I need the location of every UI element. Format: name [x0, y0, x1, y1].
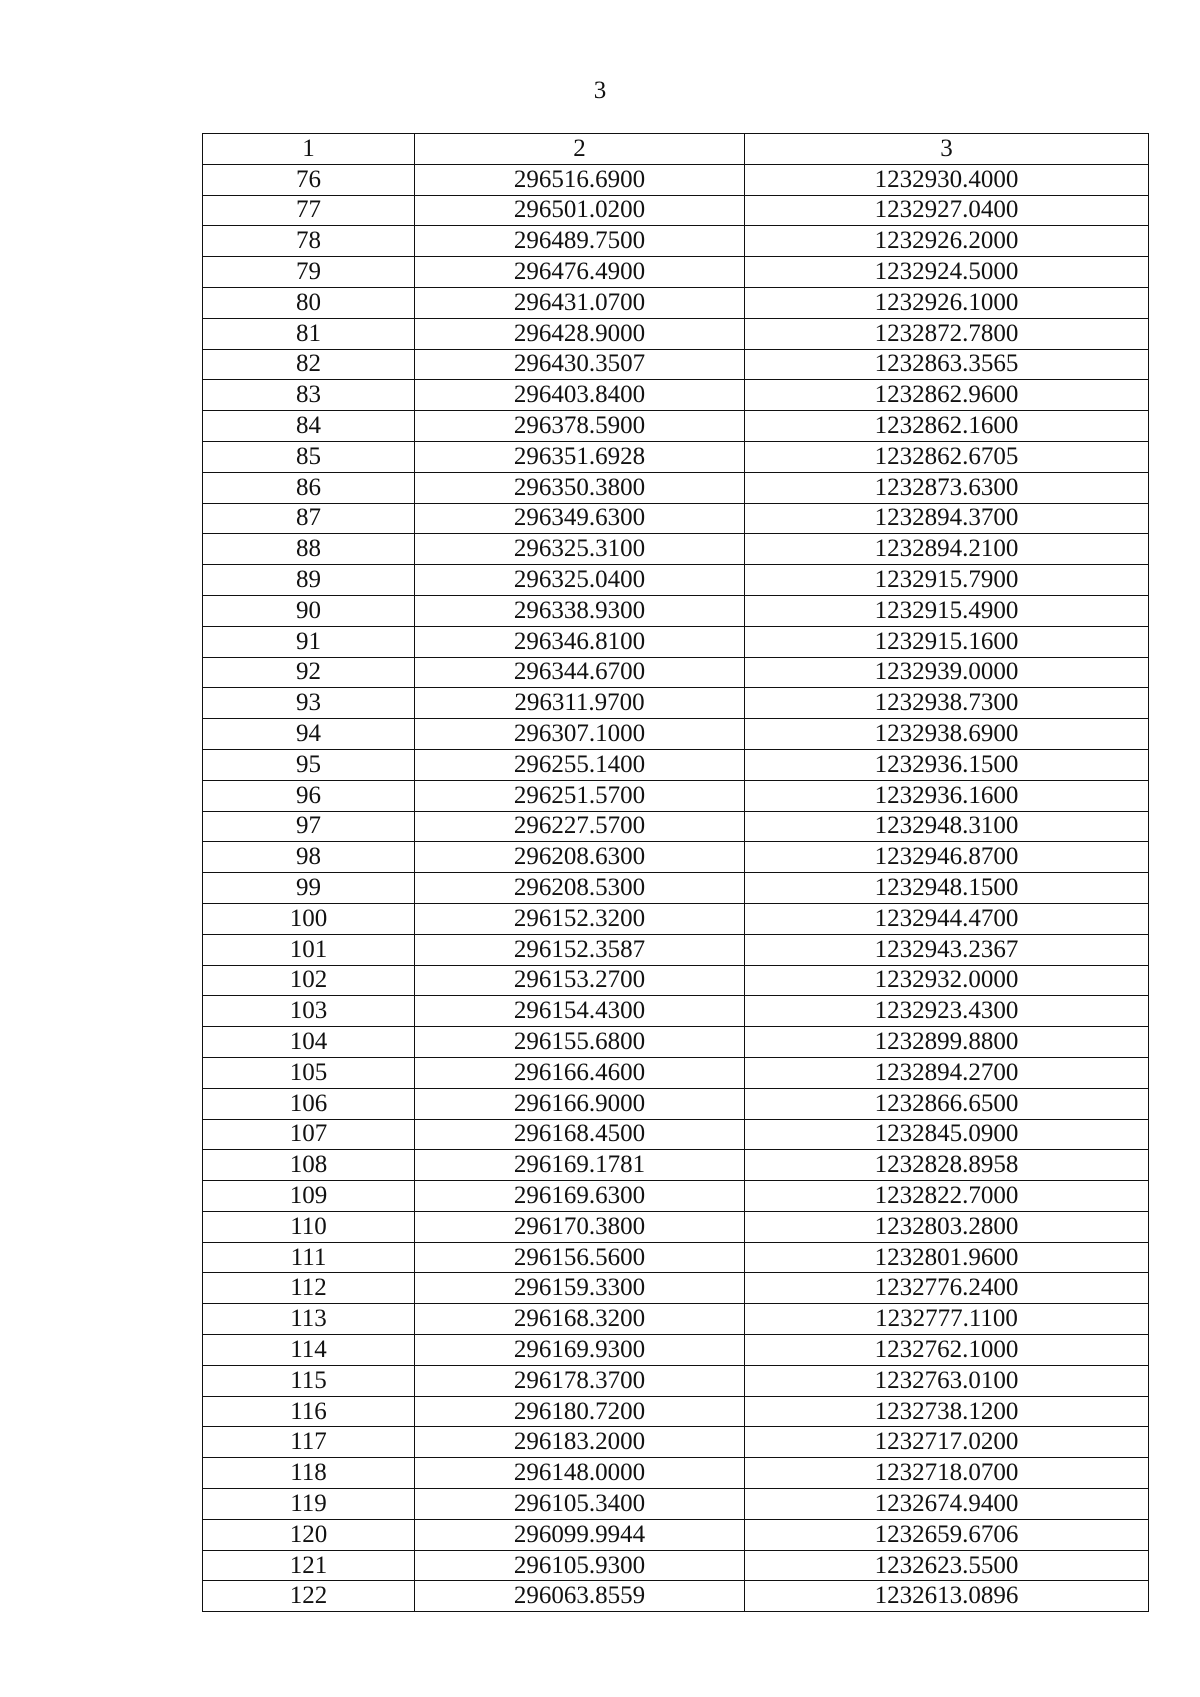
cell-x-coordinate: 296168.4500: [415, 1119, 745, 1150]
cell-x-coordinate: 296169.6300: [415, 1181, 745, 1212]
table-row: [203, 287, 1149, 318]
table-body: [203, 164, 1149, 1611]
cell-y-coordinate: 1232946.8700: [745, 842, 1149, 873]
cell-y-coordinate: 1232923.4300: [745, 996, 1149, 1027]
table-row: [203, 1396, 1149, 1427]
cell-y-coordinate: 1232936.1500: [745, 749, 1149, 780]
cell-point-number: 77: [203, 195, 415, 226]
table-row: [203, 565, 1149, 596]
cell-y-coordinate: 1232894.3700: [745, 503, 1149, 534]
table-row: [203, 1304, 1149, 1335]
cell-y-coordinate: 1232948.1500: [745, 873, 1149, 904]
cell-x-coordinate: 296378.5900: [415, 411, 745, 442]
cell-x-coordinate: 296178.3700: [415, 1365, 745, 1396]
cell-point-number: 106: [203, 1088, 415, 1119]
table-row: [203, 595, 1149, 626]
cell-point-number: 107: [203, 1119, 415, 1150]
cell-y-coordinate: 1232738.1200: [745, 1396, 1149, 1427]
table-row: [203, 195, 1149, 226]
cell-point-number: 117: [203, 1427, 415, 1458]
table-row: [203, 1181, 1149, 1212]
table-row: [203, 1458, 1149, 1489]
cell-x-coordinate: 296166.9000: [415, 1088, 745, 1119]
table-row: [203, 688, 1149, 719]
table-header-row: [203, 134, 1149, 165]
cell-point-number: 122: [203, 1581, 415, 1612]
table-row: [203, 534, 1149, 565]
cell-point-number: 103: [203, 996, 415, 1027]
table-row: [203, 164, 1149, 195]
cell-point-number: 99: [203, 873, 415, 904]
cell-point-number: 104: [203, 1027, 415, 1058]
cell-point-number: 111: [203, 1242, 415, 1273]
cell-point-number: 100: [203, 903, 415, 934]
cell-point-number: 108: [203, 1150, 415, 1181]
table-row: [203, 965, 1149, 996]
cell-point-number: 120: [203, 1519, 415, 1550]
cell-x-coordinate: 296105.3400: [415, 1489, 745, 1520]
cell-x-coordinate: 296501.0200: [415, 195, 745, 226]
table-row: [203, 1581, 1149, 1612]
cell-point-number: 105: [203, 1057, 415, 1088]
cell-y-coordinate: 1232894.2700: [745, 1057, 1149, 1088]
table-row: [203, 1427, 1149, 1458]
cell-point-number: 84: [203, 411, 415, 442]
cell-y-coordinate: 1232872.7800: [745, 318, 1149, 349]
cell-x-coordinate: 296169.1781: [415, 1150, 745, 1181]
cell-y-coordinate: 1232803.2800: [745, 1211, 1149, 1242]
cell-y-coordinate: 1232674.9400: [745, 1489, 1149, 1520]
cell-point-number: 115: [203, 1365, 415, 1396]
cell-point-number: 86: [203, 472, 415, 503]
table-row: [203, 1057, 1149, 1088]
cell-x-coordinate: 296346.8100: [415, 626, 745, 657]
cell-x-coordinate: 296153.2700: [415, 965, 745, 996]
cell-y-coordinate: 1232623.5500: [745, 1550, 1149, 1581]
table-row: [203, 411, 1149, 442]
table-row: [203, 503, 1149, 534]
table-row: [203, 1211, 1149, 1242]
cell-y-coordinate: 1232763.0100: [745, 1365, 1149, 1396]
cell-point-number: 93: [203, 688, 415, 719]
table-row: [203, 1273, 1149, 1304]
cell-x-coordinate: 296516.6900: [415, 164, 745, 195]
column-header-y: 3: [745, 134, 1149, 165]
cell-x-coordinate: 296180.7200: [415, 1396, 745, 1427]
cell-y-coordinate: 1232915.7900: [745, 565, 1149, 596]
table-row: [203, 811, 1149, 842]
cell-x-coordinate: 296155.6800: [415, 1027, 745, 1058]
cell-x-coordinate: 296063.8559: [415, 1581, 745, 1612]
cell-point-number: 82: [203, 349, 415, 380]
cell-y-coordinate: 1232801.9600: [745, 1242, 1149, 1273]
cell-point-number: 85: [203, 441, 415, 472]
cell-x-coordinate: 296152.3200: [415, 903, 745, 934]
cell-y-coordinate: 1232862.6705: [745, 441, 1149, 472]
cell-point-number: 90: [203, 595, 415, 626]
cell-x-coordinate: 296227.5700: [415, 811, 745, 842]
cell-x-coordinate: 296349.6300: [415, 503, 745, 534]
table-row: [203, 626, 1149, 657]
column-header-number: 1: [203, 134, 415, 165]
table-row: [203, 349, 1149, 380]
table-row: [203, 1519, 1149, 1550]
table-row: [203, 1335, 1149, 1366]
cell-point-number: 76: [203, 164, 415, 195]
cell-point-number: 109: [203, 1181, 415, 1212]
cell-y-coordinate: 1232939.0000: [745, 657, 1149, 688]
cell-x-coordinate: 296154.4300: [415, 996, 745, 1027]
cell-x-coordinate: 296105.9300: [415, 1550, 745, 1581]
table-row: [203, 873, 1149, 904]
cell-x-coordinate: 296208.6300: [415, 842, 745, 873]
table-row: [203, 318, 1149, 349]
column-header-x: 2: [415, 134, 745, 165]
cell-x-coordinate: 296431.0700: [415, 287, 745, 318]
cell-x-coordinate: 296325.3100: [415, 534, 745, 565]
cell-point-number: 121: [203, 1550, 415, 1581]
cell-point-number: 96: [203, 780, 415, 811]
table-row: [203, 903, 1149, 934]
cell-y-coordinate: 1232822.7000: [745, 1181, 1149, 1212]
table-row: [203, 1242, 1149, 1273]
table-row: [203, 1119, 1149, 1150]
table-row: [203, 657, 1149, 688]
cell-y-coordinate: 1232943.2367: [745, 934, 1149, 965]
cell-y-coordinate: 1232613.0896: [745, 1581, 1149, 1612]
cell-x-coordinate: 296159.3300: [415, 1273, 745, 1304]
table-row: [203, 842, 1149, 873]
table-row: [203, 226, 1149, 257]
cell-y-coordinate: 1232899.8800: [745, 1027, 1149, 1058]
cell-x-coordinate: 296152.3587: [415, 934, 745, 965]
cell-x-coordinate: 296148.0000: [415, 1458, 745, 1489]
cell-y-coordinate: 1232866.6500: [745, 1088, 1149, 1119]
cell-y-coordinate: 1232926.2000: [745, 226, 1149, 257]
cell-y-coordinate: 1232932.0000: [745, 965, 1149, 996]
cell-x-coordinate: 296170.3800: [415, 1211, 745, 1242]
cell-x-coordinate: 296338.9300: [415, 595, 745, 626]
cell-x-coordinate: 296208.5300: [415, 873, 745, 904]
cell-y-coordinate: 1232938.6900: [745, 719, 1149, 750]
cell-point-number: 87: [203, 503, 415, 534]
cell-y-coordinate: 1232927.0400: [745, 195, 1149, 226]
cell-point-number: 89: [203, 565, 415, 596]
cell-point-number: 78: [203, 226, 415, 257]
cell-point-number: 98: [203, 842, 415, 873]
cell-x-coordinate: 296325.0400: [415, 565, 745, 596]
cell-x-coordinate: 296156.5600: [415, 1242, 745, 1273]
table-row: [203, 257, 1149, 288]
cell-point-number: 114: [203, 1335, 415, 1366]
page-number: 3: [593, 77, 607, 104]
cell-y-coordinate: 1232717.0200: [745, 1427, 1149, 1458]
table-row: [203, 380, 1149, 411]
cell-y-coordinate: 1232924.5000: [745, 257, 1149, 288]
cell-y-coordinate: 1232762.1000: [745, 1335, 1149, 1366]
cell-point-number: 119: [203, 1489, 415, 1520]
cell-x-coordinate: 296351.6928: [415, 441, 745, 472]
table-row: [203, 1150, 1149, 1181]
cell-point-number: 95: [203, 749, 415, 780]
cell-point-number: 92: [203, 657, 415, 688]
cell-y-coordinate: 1232948.3100: [745, 811, 1149, 842]
cell-y-coordinate: 1232930.4000: [745, 164, 1149, 195]
table-row: [203, 780, 1149, 811]
cell-point-number: 112: [203, 1273, 415, 1304]
coordinates-table: [202, 133, 1149, 1612]
cell-x-coordinate: 296344.6700: [415, 657, 745, 688]
cell-x-coordinate: 296166.4600: [415, 1057, 745, 1088]
cell-point-number: 94: [203, 719, 415, 750]
cell-y-coordinate: 1232845.0900: [745, 1119, 1149, 1150]
cell-y-coordinate: 1232938.7300: [745, 688, 1149, 719]
cell-point-number: 88: [203, 534, 415, 565]
cell-y-coordinate: 1232862.9600: [745, 380, 1149, 411]
table-row: [203, 1027, 1149, 1058]
cell-y-coordinate: 1232777.1100: [745, 1304, 1149, 1335]
table-row: [203, 472, 1149, 503]
cell-x-coordinate: 296476.4900: [415, 257, 745, 288]
cell-point-number: 91: [203, 626, 415, 657]
cell-y-coordinate: 1232863.3565: [745, 349, 1149, 380]
cell-x-coordinate: 296428.9000: [415, 318, 745, 349]
cell-x-coordinate: 296099.9944: [415, 1519, 745, 1550]
table-row: [203, 1365, 1149, 1396]
cell-point-number: 102: [203, 965, 415, 996]
cell-y-coordinate: 1232915.4900: [745, 595, 1149, 626]
cell-y-coordinate: 1232828.8958: [745, 1150, 1149, 1181]
cell-y-coordinate: 1232915.1600: [745, 626, 1149, 657]
cell-y-coordinate: 1232936.1600: [745, 780, 1149, 811]
cell-y-coordinate: 1232659.6706: [745, 1519, 1149, 1550]
table-row: [203, 1088, 1149, 1119]
cell-y-coordinate: 1232944.4700: [745, 903, 1149, 934]
cell-point-number: 80: [203, 287, 415, 318]
cell-point-number: 110: [203, 1211, 415, 1242]
cell-x-coordinate: 296251.5700: [415, 780, 745, 811]
table-row: [203, 719, 1149, 750]
cell-x-coordinate: 296403.8400: [415, 380, 745, 411]
cell-x-coordinate: 296183.2000: [415, 1427, 745, 1458]
table-row: [203, 934, 1149, 965]
table-row: [203, 1489, 1149, 1520]
table-row: [203, 441, 1149, 472]
cell-point-number: 113: [203, 1304, 415, 1335]
cell-point-number: 83: [203, 380, 415, 411]
cell-x-coordinate: 296169.9300: [415, 1335, 745, 1366]
cell-y-coordinate: 1232926.1000: [745, 287, 1149, 318]
cell-y-coordinate: 1232776.2400: [745, 1273, 1149, 1304]
table-row: [203, 996, 1149, 1027]
table-row: [203, 1550, 1149, 1581]
cell-x-coordinate: 296311.9700: [415, 688, 745, 719]
cell-point-number: 118: [203, 1458, 415, 1489]
cell-y-coordinate: 1232718.0700: [745, 1458, 1149, 1489]
cell-y-coordinate: 1232862.1600: [745, 411, 1149, 442]
cell-point-number: 79: [203, 257, 415, 288]
cell-x-coordinate: 296430.3507: [415, 349, 745, 380]
cell-x-coordinate: 296307.1000: [415, 719, 745, 750]
table-row: [203, 749, 1149, 780]
cell-x-coordinate: 296255.1400: [415, 749, 745, 780]
cell-point-number: 101: [203, 934, 415, 965]
cell-x-coordinate: 296489.7500: [415, 226, 745, 257]
cell-point-number: 116: [203, 1396, 415, 1427]
cell-y-coordinate: 1232894.2100: [745, 534, 1149, 565]
cell-y-coordinate: 1232873.6300: [745, 472, 1149, 503]
cell-x-coordinate: 296168.3200: [415, 1304, 745, 1335]
cell-point-number: 81: [203, 318, 415, 349]
cell-x-coordinate: 296350.3800: [415, 472, 745, 503]
cell-point-number: 97: [203, 811, 415, 842]
